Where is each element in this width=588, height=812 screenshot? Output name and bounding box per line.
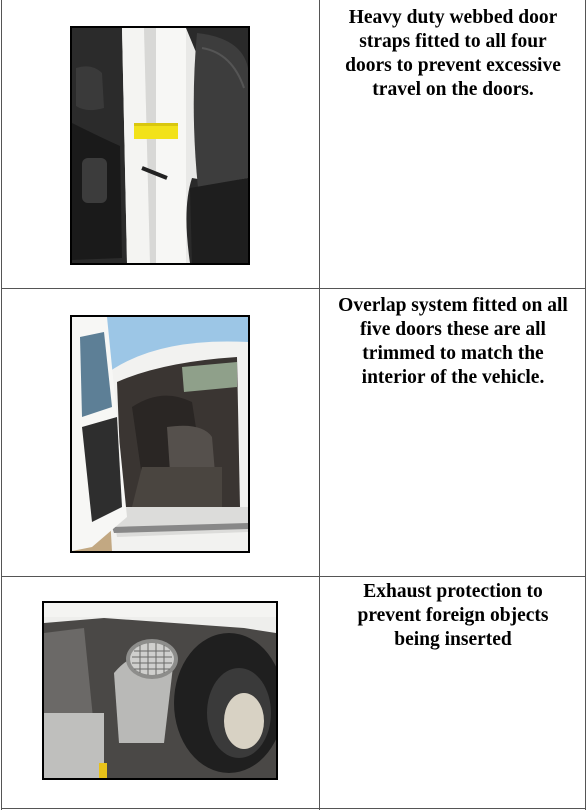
- door-strap-photo: [70, 26, 250, 265]
- caption-line: Exhaust protection to: [363, 581, 543, 602]
- caption-line: Heavy duty webbed door: [348, 7, 558, 28]
- table-border-right: [585, 0, 586, 810]
- open-door-photo-image: [72, 317, 248, 551]
- caption-line: five doors these are all: [360, 319, 546, 340]
- exhaust-protection-photo-image: [44, 603, 276, 778]
- door-strap-caption: [322, 6, 584, 102]
- exhaust-protection-photo: [42, 601, 278, 780]
- caption-line: doors to prevent excessive: [345, 55, 561, 76]
- door-strap-photo-image: [72, 28, 248, 263]
- table-row-divider: [1, 576, 586, 577]
- caption-line: interior of the vehicle.: [361, 367, 545, 388]
- open-door-photo: [70, 315, 250, 553]
- caption-line: Overlap system fitted on all: [338, 295, 568, 316]
- caption-line: straps fitted to all four: [359, 31, 547, 52]
- table-border-left: [1, 0, 2, 810]
- caption-line: being inserted: [394, 629, 512, 650]
- table-row-divider: [1, 288, 586, 289]
- caption-line: prevent foreign objects: [357, 605, 549, 626]
- table-border-bottom: [1, 808, 586, 809]
- exhaust-protection-caption: [322, 580, 584, 652]
- caption-line: travel on the doors.: [372, 79, 534, 100]
- table-column-divider: [319, 0, 320, 810]
- caption-line: trimmed to match the: [362, 343, 544, 364]
- overlap-system-caption: [322, 294, 584, 390]
